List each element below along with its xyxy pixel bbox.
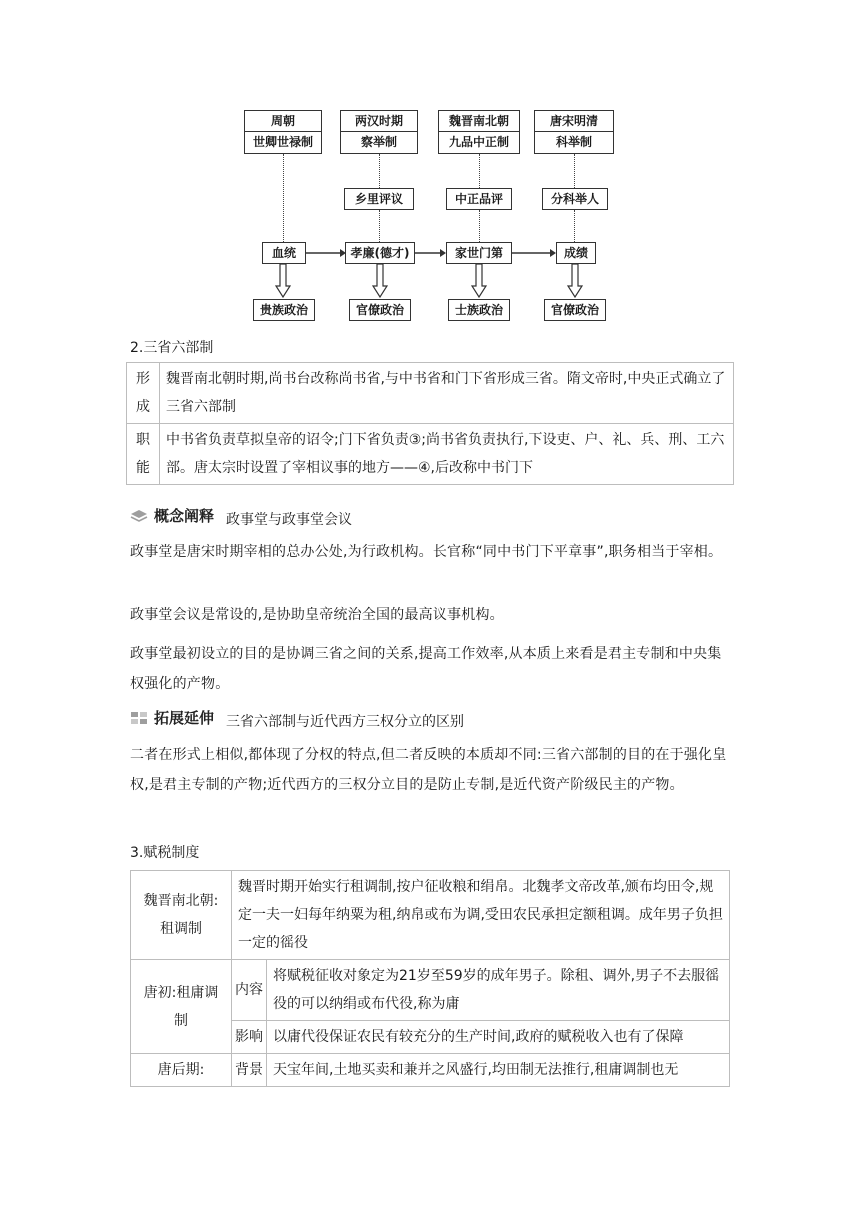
sub-label: 背景 xyxy=(232,1054,267,1087)
extension-title: 三省六部制与近代西方三权分立的区别 xyxy=(226,714,464,730)
content-cell: 魏晋时期开始实行租调制,按户征收粮和绢帛。北魏孝文帝改革,颁布均田令,规定一夫一妇每年纳粟为租,纳帛或布为调,受田农民承担定额租调。成年男子负担一定的徭役 xyxy=(232,871,730,960)
arrow-right-icon xyxy=(512,248,556,258)
layers-icon xyxy=(130,509,148,523)
basis-box: 孝廉(德才) xyxy=(345,242,415,264)
dotted-connector xyxy=(574,154,575,188)
result-box: 贵族政治 xyxy=(253,299,315,321)
arrow-down-icon xyxy=(567,264,583,298)
dotted-connector xyxy=(283,154,284,242)
concept-paragraph: 政事堂会议是常设的,是协助皇帝统治全国的最高议事机构。 xyxy=(130,607,504,623)
badge-label: 概念阐释 xyxy=(154,507,215,525)
dotted-connector xyxy=(574,210,575,242)
sub-label: 内容 xyxy=(232,960,267,1021)
content-cell: 以庸代役保证农民有较充分的生产时间,政府的赋税收入也有了保障 xyxy=(267,1021,730,1054)
table-row xyxy=(131,960,730,1021)
era-label: 周朝 xyxy=(245,111,321,132)
period-cell: 唐初:租庸调制 xyxy=(131,960,232,1054)
extension-paragraph: 二者在形式上相似,都体现了分权的特点,但二者反映的本质却不同:三省六部制的目的在于强化皇权,是君主专制的产物;近代西方的三权分立目的是防止专制,是近代资产阶级民主的产物。 xyxy=(130,747,727,793)
dotted-connector xyxy=(379,154,380,188)
era-label: 唐宋明清 xyxy=(535,111,613,132)
row-content: 中书省负责草拟皇帝的诏令;门下省负责③;尚书省负责执行,下设吏、户、礼、兵、刑、工六部。唐太宗时设置了宰相议事的地方——④,后改称中书门下 xyxy=(160,424,734,485)
concept-paragraph: 政事堂是唐宋时期宰相的总办公处,为行政机构。长官称“同中书门下平章事”,职务相当于宰相。 xyxy=(130,544,723,560)
grid-icon xyxy=(130,711,148,725)
content-cell: 将赋税征收对象定为21岁至59岁的成年男子。除租、调外,男子不去服徭役的可以纳绢或布代役,称为庸 xyxy=(267,960,730,1021)
era-label: 两汉时期 xyxy=(341,111,417,132)
system-label: 世卿世禄制 xyxy=(252,135,313,149)
era-box xyxy=(340,110,418,154)
row-label: 形成 xyxy=(127,363,160,424)
era-box xyxy=(534,110,614,154)
method-box: 分科举人 xyxy=(542,188,608,210)
section-heading: 3.赋税制度 xyxy=(130,845,200,861)
arrow-down-icon xyxy=(275,264,291,298)
concept-title: 政事堂与政事堂会议 xyxy=(226,512,352,528)
content-cell: 天宝年间,土地买卖和兼并之风盛行,均田制无法推行,租庸调制也无 xyxy=(267,1054,730,1087)
period-cell: 魏晋南北朝:租调制 xyxy=(131,871,232,960)
system-label: 察举制 xyxy=(360,135,397,149)
dotted-connector xyxy=(479,210,480,242)
dotted-connector xyxy=(379,210,380,242)
section-heading: 2.三省六部制 xyxy=(130,340,214,356)
result-box: 官僚政治 xyxy=(349,299,411,321)
era-box xyxy=(438,110,520,154)
dotted-connector xyxy=(479,154,480,188)
basis-box: 血统 xyxy=(262,242,306,264)
result-box: 官僚政治 xyxy=(544,299,606,321)
sub-label: 影响 xyxy=(232,1021,267,1054)
arrow-down-icon xyxy=(372,264,388,298)
table-row xyxy=(131,1054,730,1087)
badge-label: 拓展延伸 xyxy=(154,709,215,727)
table-row xyxy=(127,424,734,485)
extension-badge xyxy=(130,707,214,728)
arrow-down-icon xyxy=(471,264,487,298)
row-content: 魏晋南北朝时期,尚书台改称尚书省,与中书省和门下省形成三省。隋文帝时,中央正式确立了三省六部制 xyxy=(160,363,734,424)
method-box: 中正品评 xyxy=(446,188,512,210)
period-cell: 唐后期: xyxy=(131,1054,232,1087)
concept-paragraph: 政事堂最初设立的目的是协调三省之间的关系,提高工作效率,从本质上来看是君主专制和中央集权强化的产物。 xyxy=(130,646,722,692)
arrow-right-icon xyxy=(306,248,346,258)
basis-box: 家世门第 xyxy=(446,242,512,264)
method-box: 乡里评议 xyxy=(344,188,414,210)
tax-system-table xyxy=(130,870,730,1087)
result-box: 士族政治 xyxy=(448,299,510,321)
three-departments-table xyxy=(126,362,734,485)
concept-badge xyxy=(130,505,214,526)
era-label: 魏晋南北朝 xyxy=(439,111,519,132)
system-label: 九品中正制 xyxy=(448,135,509,149)
table-row xyxy=(127,363,734,424)
table-row xyxy=(131,871,730,960)
row-label: 职能 xyxy=(127,424,160,485)
arrow-right-icon xyxy=(415,248,446,258)
basis-box: 成绩 xyxy=(556,242,596,264)
system-label: 科举制 xyxy=(555,135,592,149)
era-box xyxy=(244,110,322,154)
